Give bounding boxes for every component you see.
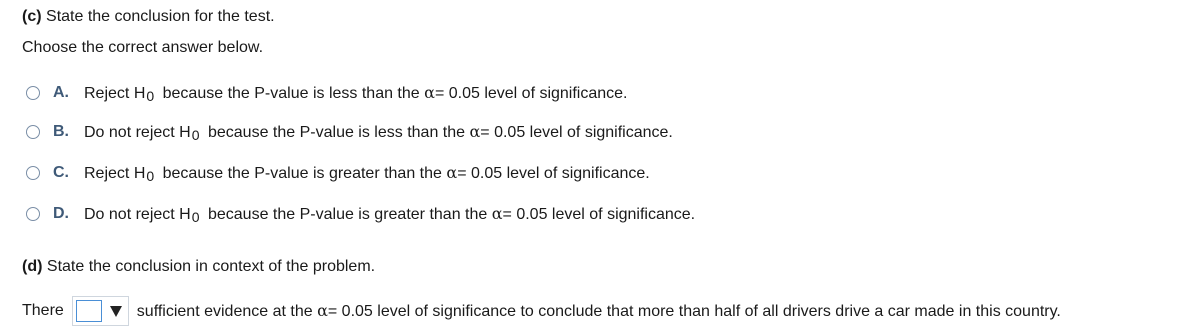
part-d-heading <box>22 257 375 277</box>
option-text-d: Do not reject $H_0$ because the P-value is greater than the α= 0.05 level of significance. <box>84 204 696 225</box>
option-d[interactable] <box>26 202 695 226</box>
radio-button-a[interactable] <box>26 86 40 100</box>
option-letter-d: D. <box>53 205 69 222</box>
part-c-heading <box>22 7 275 27</box>
option-text-b: Do not reject $H_0$ because the P-value is less than the α= 0.05 level of significance. <box>84 122 673 143</box>
option-letter-b: B. <box>53 123 69 140</box>
option-a[interactable] <box>26 81 628 105</box>
part-c-title: State the conclusion for the test. <box>46 8 275 25</box>
option-text-a: Reject $H_0$ because the P-value is less than the α= 0.05 level of significance. <box>84 83 628 104</box>
option-letter-a: A. <box>53 84 69 101</box>
part-c-label: (c) <box>22 8 42 25</box>
part-d-label: (d) <box>22 258 43 275</box>
part-d-answer-row <box>22 296 1061 326</box>
dropdown-value <box>76 300 102 322</box>
option-c[interactable] <box>26 161 650 185</box>
option-b[interactable] <box>26 120 673 144</box>
option-letter-c: C. <box>53 164 69 181</box>
option-text-c: Reject $H_0$ because the P-value is greater than the α= 0.05 level of significance. <box>84 163 650 184</box>
radio-button-d[interactable] <box>26 207 40 221</box>
chevron-down-icon[interactable] <box>110 306 122 317</box>
answer-trail-text: sufficient evidence at the α= 0.05 level of significance to conclude that more than half of all drivers drive a car made in this country. <box>136 301 1061 320</box>
evidence-dropdown[interactable] <box>72 296 129 326</box>
radio-button-b[interactable] <box>26 125 40 139</box>
part-d-title: State the conclusion in context of the problem. <box>46 258 376 275</box>
radio-button-c[interactable] <box>26 166 40 180</box>
part-c-instruction: Choose the correct answer below. <box>22 39 264 56</box>
answer-lead-text: There <box>22 302 64 319</box>
